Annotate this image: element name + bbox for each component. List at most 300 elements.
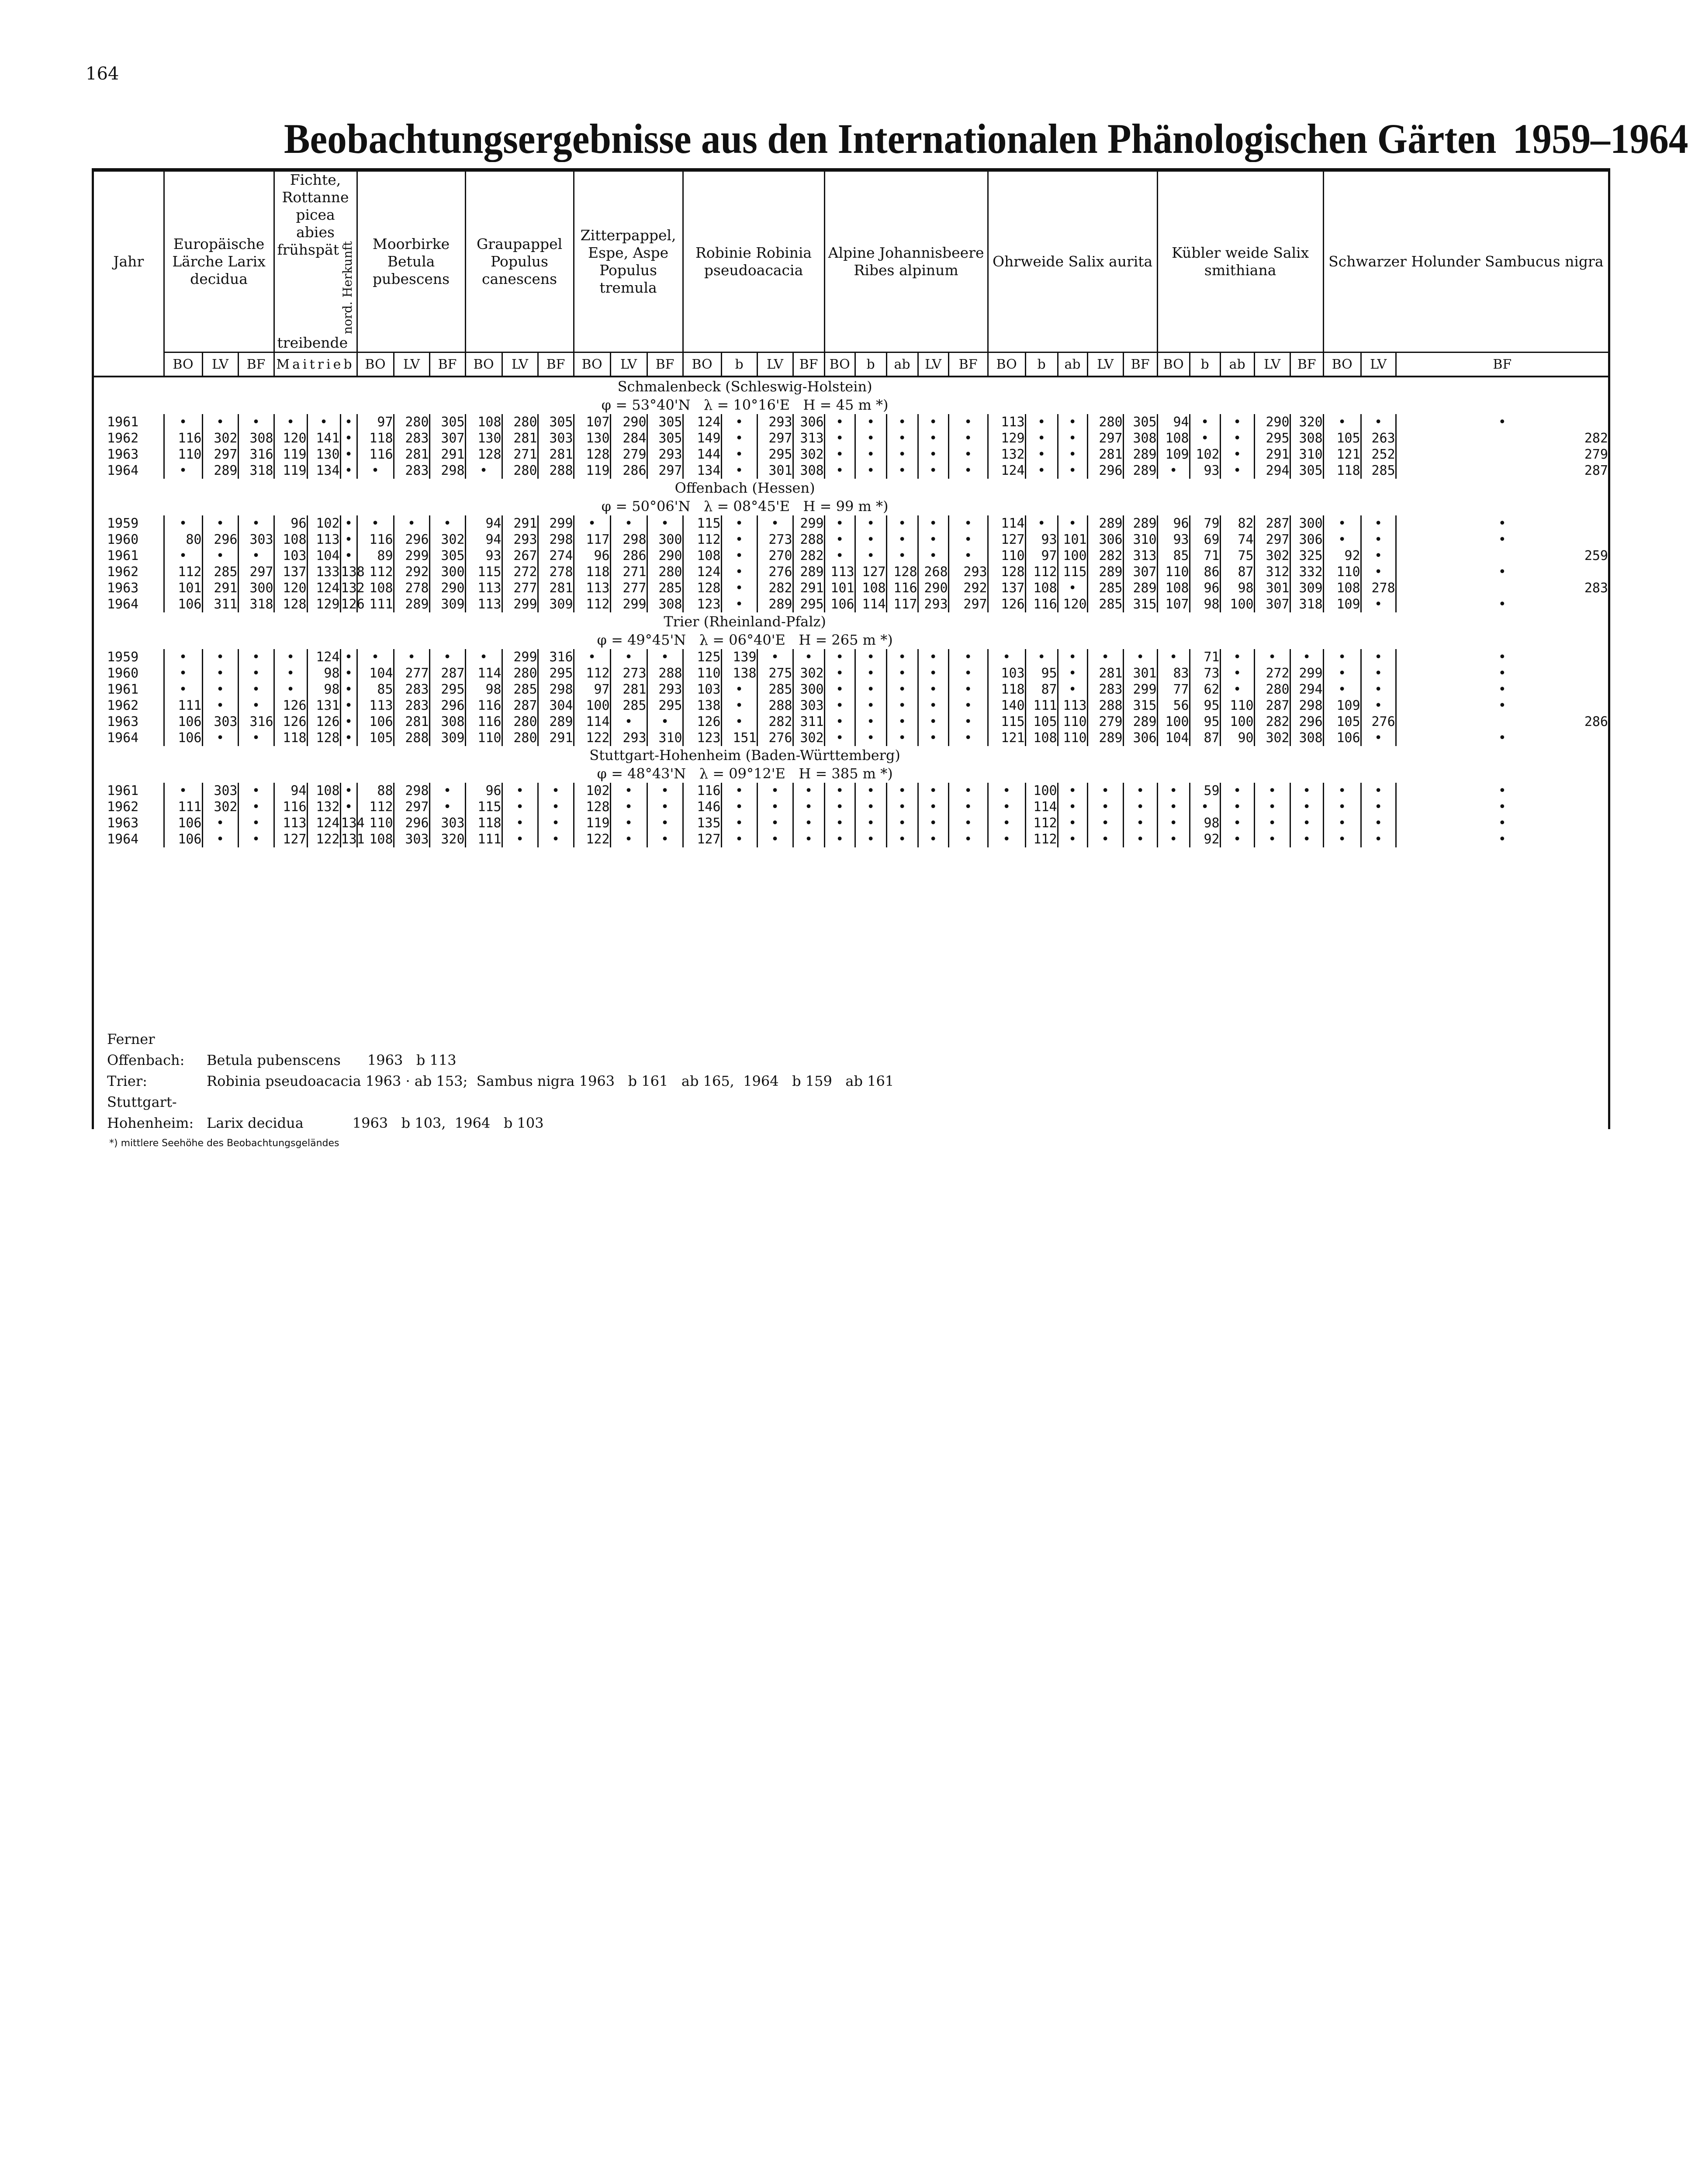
station-name: Stuttgart-Hohenheim (Baden-Württemberg) <box>589 747 900 764</box>
value-cell: 110 <box>164 446 202 463</box>
value-cell: 315 <box>1123 596 1157 612</box>
value-cell: 305 <box>429 414 465 430</box>
notes-ferner: Ferner <box>107 1031 155 1047</box>
value-cell: 113 <box>357 698 394 714</box>
value-cell: 281 <box>610 681 647 698</box>
table-row <box>94 532 1608 548</box>
value-cell: • <box>1190 799 1220 815</box>
value-cell: 114 <box>574 714 610 730</box>
value-cell: 280 <box>502 714 538 730</box>
value-cell: • <box>340 783 357 799</box>
value-cell: • <box>757 799 793 815</box>
value-cell: 276 <box>1361 714 1396 730</box>
value-cell: • <box>502 799 538 815</box>
value-cell: • <box>886 799 918 815</box>
value-cell: 94 <box>465 532 502 548</box>
value-cell: 112 <box>1025 815 1058 831</box>
fichte-name: Fichte, Rottanne picea abies <box>282 171 349 241</box>
value-cell: • <box>164 548 202 564</box>
value-cell: 71 <box>1190 548 1220 564</box>
value-cell: • <box>918 446 948 463</box>
value-cell: 279 <box>1396 446 1608 463</box>
value-cell: 295 <box>793 596 824 612</box>
value-cell: • <box>1396 532 1608 548</box>
value-cell: 309 <box>429 730 465 746</box>
value-cell: 74 <box>1220 532 1254 548</box>
station-coords: φ = 53°40'N λ = 10°16'E H = 45 m *) <box>601 397 889 414</box>
value-cell: 276 <box>757 564 793 580</box>
value-cell: • <box>340 799 357 815</box>
value-cell: 108 <box>1157 580 1190 596</box>
value-cell: 300 <box>429 564 465 580</box>
year-cell: 1962 <box>107 799 139 815</box>
value-cell: • <box>1323 515 1361 532</box>
value-cell: • <box>886 649 918 665</box>
value-cell: • <box>164 783 202 799</box>
value-cell: • <box>610 799 647 815</box>
value-cell: • <box>918 649 948 665</box>
value-cell: 118 <box>274 730 307 746</box>
value-cell: 299 <box>502 596 538 612</box>
station-name: Offenbach (Hessen) <box>675 480 815 497</box>
value-cell: • <box>1220 799 1254 815</box>
value-cell: 283 <box>1396 580 1608 596</box>
value-cell: • <box>1087 815 1123 831</box>
value-cell: 316 <box>238 714 274 730</box>
value-cell: • <box>948 698 988 714</box>
value-cell: • <box>465 463 502 479</box>
value-cell: • <box>394 649 429 665</box>
value-cell: 121 <box>988 730 1025 746</box>
value-cell: • <box>1058 430 1087 446</box>
value-cell: 128 <box>274 596 307 612</box>
value-cell: 287 <box>1396 463 1608 479</box>
value-cell: • <box>1157 799 1190 815</box>
value-cell: 151 <box>721 730 757 746</box>
value-cell: 300 <box>647 532 683 548</box>
value-cell: 315 <box>1123 698 1157 714</box>
value-cell: • <box>1157 815 1190 831</box>
value-cell: • <box>164 463 202 479</box>
value-cell: • <box>1220 783 1254 799</box>
value-cell: • <box>1220 446 1254 463</box>
abbr-cell: BF <box>538 352 574 377</box>
value-cell: 112 <box>164 564 202 580</box>
value-cell: 291 <box>538 730 574 746</box>
value-cell: 115 <box>1058 564 1087 580</box>
value-cell: • <box>948 532 988 548</box>
value-cell: 111 <box>164 698 202 714</box>
value-cell: • <box>721 532 757 548</box>
value-cell: • <box>721 463 757 479</box>
value-cell: 299 <box>394 548 429 564</box>
value-cell: • <box>1290 831 1323 847</box>
value-cell: 106 <box>164 596 202 612</box>
header-species-robinia: Robinie Robinia pseudoacacia <box>683 171 824 352</box>
station-name: Schmalenbeck (Schleswig-Holstein) <box>617 378 872 395</box>
value-cell: 292 <box>948 580 988 596</box>
value-cell: • <box>855 783 886 799</box>
value-cell: • <box>610 515 647 532</box>
value-cell: 291 <box>429 446 465 463</box>
abbr-cell: BF <box>948 352 988 377</box>
value-cell: • <box>824 730 855 746</box>
value-cell: 129 <box>307 596 340 612</box>
value-cell: 116 <box>1025 596 1058 612</box>
value-cell: 119 <box>274 463 307 479</box>
value-cell: • <box>824 831 855 847</box>
value-cell: 302 <box>793 730 824 746</box>
value-cell: • <box>340 698 357 714</box>
value-cell: 280 <box>1087 414 1123 430</box>
value-cell: 96 <box>465 783 502 799</box>
value-cell: • <box>610 831 647 847</box>
value-cell: • <box>202 414 238 430</box>
value-cell: • <box>610 649 647 665</box>
value-cell: 110 <box>1058 714 1087 730</box>
value-cell: 59 <box>1190 783 1220 799</box>
value-cell: 144 <box>683 446 721 463</box>
value-cell: • <box>1323 815 1361 831</box>
value-cell: • <box>1396 815 1608 831</box>
value-cell: 280 <box>502 414 538 430</box>
value-cell: • <box>274 649 307 665</box>
abbr-cell: LV <box>202 352 238 377</box>
abbr-cell: BO <box>574 352 610 377</box>
value-cell: • <box>721 698 757 714</box>
abbr-cell: BF <box>238 352 274 377</box>
header-species-sambucus: Schwarzer Holunder Sambucus nigra <box>1323 171 1608 352</box>
value-cell: • <box>1396 698 1608 714</box>
value-cell: • <box>357 515 394 532</box>
value-cell: 288 <box>538 463 574 479</box>
value-cell: • <box>340 730 357 746</box>
value-cell: 95 <box>1190 714 1220 730</box>
value-cell: 124 <box>307 649 340 665</box>
page-title <box>284 114 1688 163</box>
value-cell: • <box>721 430 757 446</box>
value-cell: • <box>988 831 1025 847</box>
value-cell: • <box>1157 783 1190 799</box>
value-cell: • <box>948 414 988 430</box>
abbr-cell: LV <box>610 352 647 377</box>
value-cell: 293 <box>647 681 683 698</box>
note-line: Trier: Robinia pseudoacacia 1963 · ab 153; Sambus nigra 1963 b 161 ab 165, 1964 b 159 ab 161 <box>107 1073 894 1089</box>
value-cell: • <box>202 730 238 746</box>
phenology-table <box>94 171 1608 847</box>
value-cell: • <box>988 799 1025 815</box>
value-cell: • <box>357 649 394 665</box>
value-cell: • <box>721 681 757 698</box>
value-cell: • <box>538 815 574 831</box>
value-cell: 310 <box>1290 446 1323 463</box>
value-cell: • <box>1058 649 1087 665</box>
value-cell: 122 <box>574 730 610 746</box>
abbr-cell: BO <box>988 352 1025 377</box>
value-cell: 104 <box>1157 730 1190 746</box>
value-cell: • <box>918 714 948 730</box>
value-cell: • <box>1190 414 1220 430</box>
value-cell: 308 <box>1290 430 1323 446</box>
value-cell: 281 <box>394 714 429 730</box>
value-cell: 308 <box>1290 730 1323 746</box>
value-cell: 289 <box>394 596 429 612</box>
value-cell: • <box>1290 815 1323 831</box>
station-header <box>94 612 1608 649</box>
value-cell: • <box>1220 831 1254 847</box>
value-cell: • <box>1290 799 1323 815</box>
value-cell: • <box>1190 430 1220 446</box>
value-cell: 268 <box>918 564 948 580</box>
value-cell: 116 <box>886 580 918 596</box>
value-cell: 282 <box>757 714 793 730</box>
value-cell: 126 <box>274 714 307 730</box>
abbr-cell: BO <box>1323 352 1361 377</box>
value-cell: 312 <box>1254 564 1290 580</box>
table-row <box>94 596 1608 612</box>
value-cell: • <box>1396 665 1608 681</box>
value-cell: 103 <box>683 681 721 698</box>
value-cell: 289 <box>538 714 574 730</box>
value-cell: 307 <box>429 430 465 446</box>
value-cell: 114 <box>465 665 502 681</box>
value-cell: • <box>647 515 683 532</box>
value-cell: • <box>793 783 824 799</box>
value-cell: 116 <box>274 799 307 815</box>
value-cell: 282 <box>793 548 824 564</box>
year-cell: 1964 <box>107 832 139 847</box>
abbr-cell: BO <box>1157 352 1190 377</box>
value-cell: • <box>1323 414 1361 430</box>
value-cell: 98 <box>307 665 340 681</box>
value-cell: • <box>238 515 274 532</box>
abbr-cell: b <box>1190 352 1220 377</box>
value-cell: 283 <box>394 463 429 479</box>
value-cell: • <box>1396 596 1608 612</box>
value-cell: • <box>502 831 538 847</box>
value-cell: 134 <box>683 463 721 479</box>
value-cell: • <box>721 515 757 532</box>
value-cell: 295 <box>1254 430 1290 446</box>
station-name: Trier (Rheinland-Pfalz) <box>664 613 826 630</box>
value-cell: • <box>647 831 683 847</box>
value-cell: 289 <box>1123 463 1157 479</box>
value-cell: • <box>202 698 238 714</box>
value-cell: 131 <box>341 832 365 847</box>
table-row <box>94 815 1608 831</box>
value-cell: • <box>238 831 274 847</box>
value-cell: • <box>855 414 886 430</box>
value-cell: 309 <box>1290 580 1323 596</box>
value-cell: • <box>238 414 274 430</box>
value-cell: • <box>855 463 886 479</box>
value-cell: • <box>1361 532 1396 548</box>
value-cell: • <box>1254 783 1290 799</box>
value-cell: • <box>1025 463 1058 479</box>
value-cell: • <box>202 548 238 564</box>
value-cell: 286 <box>1396 714 1608 730</box>
value-cell: 103 <box>274 548 307 564</box>
value-cell: • <box>948 649 988 665</box>
value-cell: 110 <box>1058 730 1087 746</box>
value-cell: 290 <box>647 548 683 564</box>
value-cell: • <box>1058 783 1087 799</box>
value-cell: 108 <box>357 580 394 596</box>
value-cell: • <box>1058 414 1087 430</box>
value-cell: 325 <box>1290 548 1323 564</box>
value-cell: 280 <box>647 564 683 580</box>
value-cell: 289 <box>1123 580 1157 596</box>
value-cell: 116 <box>357 446 394 463</box>
value-cell: 281 <box>1087 665 1123 681</box>
value-cell: 297 <box>202 446 238 463</box>
table-row <box>94 564 1608 580</box>
value-cell: 127 <box>988 532 1025 548</box>
value-cell: 116 <box>683 783 721 799</box>
value-cell: 102 <box>307 515 340 532</box>
value-cell: • <box>757 515 793 532</box>
value-cell: 297 <box>238 564 274 580</box>
value-cell: 98 <box>1190 596 1220 612</box>
value-cell: • <box>1157 649 1190 665</box>
value-cell: 298 <box>429 463 465 479</box>
value-cell: 92 <box>1190 831 1220 847</box>
value-cell: • <box>757 783 793 799</box>
value-cell: • <box>948 548 988 564</box>
value-cell: 132 <box>307 799 340 815</box>
value-cell: 86 <box>1190 564 1220 580</box>
value-cell: • <box>948 730 988 746</box>
value-cell: 318 <box>1290 596 1323 612</box>
value-cell: • <box>1058 665 1087 681</box>
value-cell: 113 <box>824 564 855 580</box>
value-cell: 87 <box>1025 681 1058 698</box>
value-cell: • <box>1323 783 1361 799</box>
value-cell: • <box>274 665 307 681</box>
value-cell: 94 <box>274 783 307 799</box>
value-cell: 286 <box>610 548 647 564</box>
value-cell: 294 <box>1254 463 1290 479</box>
value-cell: • <box>918 730 948 746</box>
value-cell: 122 <box>307 831 340 847</box>
value-cell: 111 <box>164 799 202 815</box>
value-cell: • <box>538 831 574 847</box>
value-cell: • <box>886 815 918 831</box>
value-cell: 309 <box>429 596 465 612</box>
value-cell: • <box>1396 515 1608 532</box>
abbr-cell: BO <box>164 352 202 377</box>
value-cell: 112 <box>357 799 394 815</box>
year-cell: 1963 <box>107 714 139 730</box>
value-cell: 137 <box>988 580 1025 596</box>
value-cell: 278 <box>538 564 574 580</box>
year-cell: 1961 <box>107 548 139 564</box>
value-cell: 277 <box>394 665 429 681</box>
value-cell: • <box>886 730 918 746</box>
value-cell: • <box>948 463 988 479</box>
value-cell: • <box>918 548 948 564</box>
value-cell: 138 <box>721 665 757 681</box>
value-cell: 291 <box>1254 446 1290 463</box>
header-species-betula: Moorbirke Betula pubescens <box>357 171 465 352</box>
value-cell: 116 <box>465 714 502 730</box>
value-cell: • <box>918 414 948 430</box>
value-cell: 132 <box>988 446 1025 463</box>
value-cell: 106 <box>164 730 202 746</box>
value-cell: • <box>918 463 948 479</box>
value-cell: 116 <box>465 698 502 714</box>
value-cell: • <box>824 681 855 698</box>
value-cell: • <box>1361 799 1396 815</box>
value-cell: • <box>238 548 274 564</box>
value-cell: • <box>918 815 948 831</box>
station-coords: φ = 49°45'N λ = 06°40'E H = 265 m *) <box>597 632 893 649</box>
value-cell: 278 <box>1361 580 1396 596</box>
value-cell: • <box>1396 730 1608 746</box>
value-cell: 263 <box>1361 430 1396 446</box>
value-cell: • <box>274 414 307 430</box>
value-cell: 96 <box>274 515 307 532</box>
value-cell: • <box>1058 463 1087 479</box>
value-cell: • <box>855 730 886 746</box>
value-cell: 288 <box>757 698 793 714</box>
value-cell: 289 <box>1123 446 1157 463</box>
value-cell: 293 <box>948 564 988 580</box>
value-cell: • <box>721 414 757 430</box>
value-cell: 128 <box>307 730 340 746</box>
fichte-spaet: spät <box>308 241 339 258</box>
value-cell: • <box>647 783 683 799</box>
value-cell: 305 <box>647 414 683 430</box>
value-cell: • <box>886 783 918 799</box>
value-cell: 273 <box>757 532 793 548</box>
value-cell: • <box>1123 799 1157 815</box>
value-cell: 289 <box>757 596 793 612</box>
abbr-cell: LV <box>394 352 429 377</box>
value-cell: • <box>1220 815 1254 831</box>
value-cell: • <box>1361 681 1396 698</box>
value-cell: • <box>948 783 988 799</box>
value-cell: 85 <box>1157 548 1190 564</box>
value-cell: • <box>1361 698 1396 714</box>
value-cell: • <box>1025 430 1058 446</box>
value-cell: 318 <box>238 596 274 612</box>
value-cell: 291 <box>202 580 238 596</box>
value-cell: 280 <box>502 665 538 681</box>
value-cell: 113 <box>307 532 340 548</box>
value-cell: 118 <box>988 681 1025 698</box>
value-cell: 77 <box>1157 681 1190 698</box>
value-cell: 297 <box>647 463 683 479</box>
value-cell: 112 <box>574 596 610 612</box>
value-cell: • <box>1361 649 1396 665</box>
value-cell: • <box>988 649 1025 665</box>
value-cell: 307 <box>1254 596 1290 612</box>
value-cell: 106 <box>164 815 202 831</box>
value-cell: • <box>824 783 855 799</box>
value-cell: 300 <box>793 681 824 698</box>
header-species-larix: Europäische Lärche Larix decidua <box>164 171 274 352</box>
table-row <box>94 730 1608 746</box>
value-cell: • <box>855 665 886 681</box>
value-cell: 115 <box>988 714 1025 730</box>
value-cell: 128 <box>886 564 918 580</box>
value-cell: • <box>855 831 886 847</box>
value-cell: 279 <box>1087 714 1123 730</box>
value-cell: 332 <box>1290 564 1323 580</box>
title-text: Beobachtungsergebnisse aus den Internationalen Phänologischen Gärten <box>284 115 1497 162</box>
value-cell: 283 <box>394 430 429 446</box>
